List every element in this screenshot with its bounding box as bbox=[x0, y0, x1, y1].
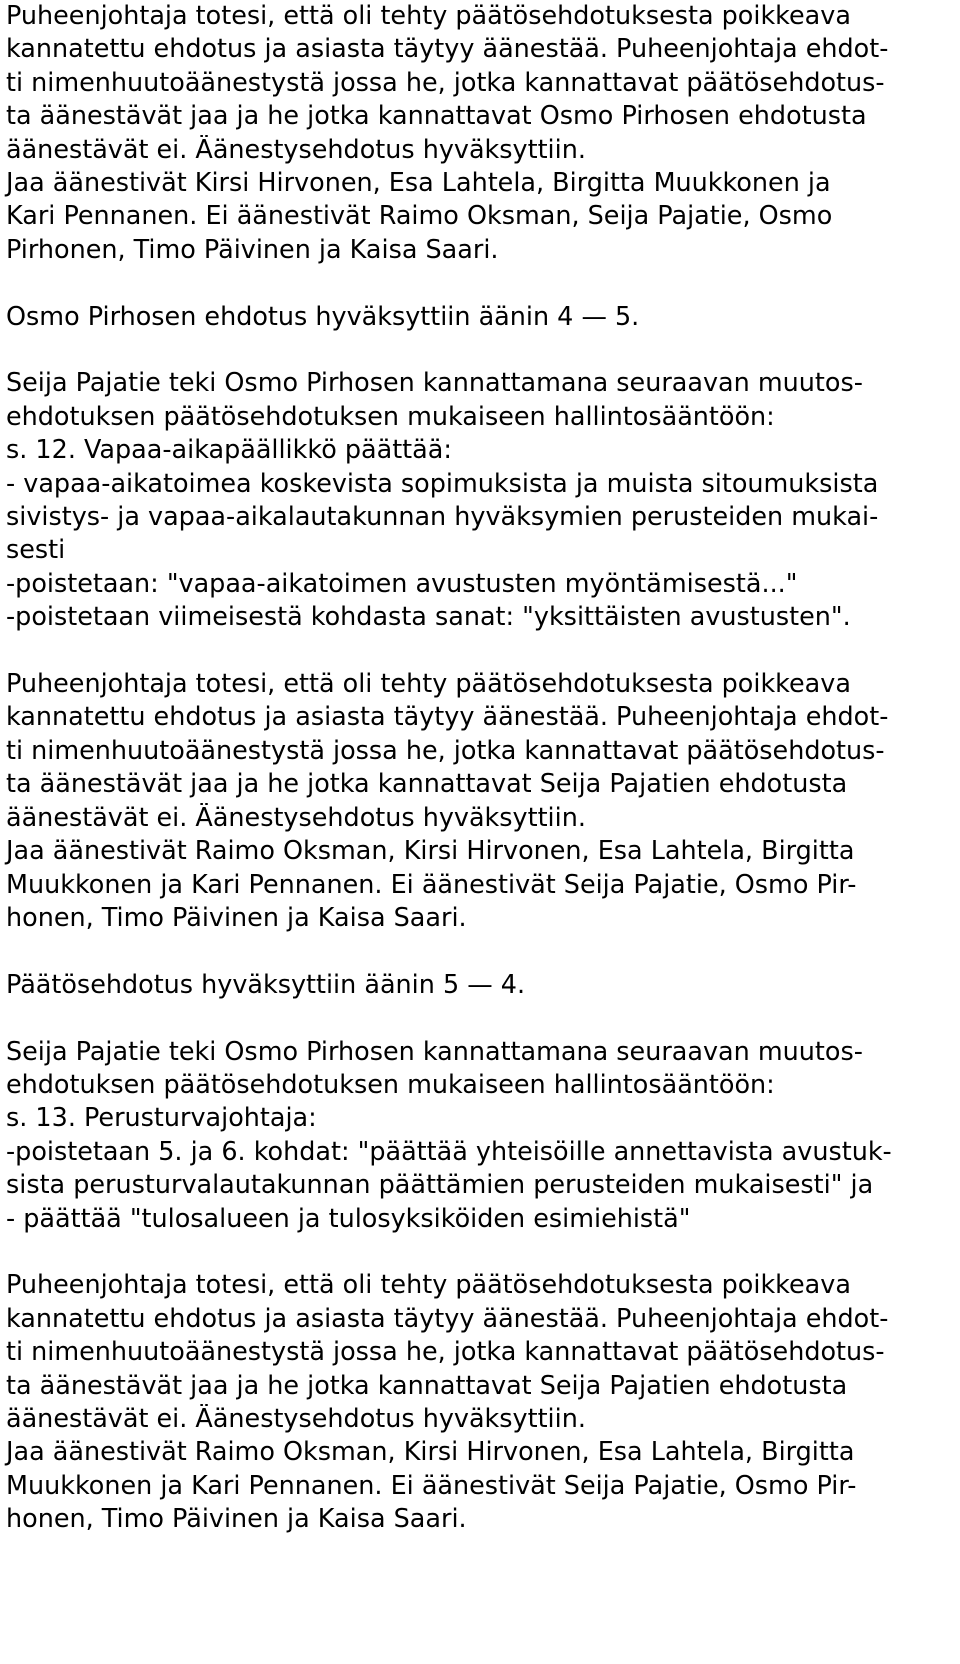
text-line: Muukkonen ja Kari Pennanen. Ei äänestivät Seija Pajatie, Osmo Pir- bbox=[6, 869, 857, 900]
text-line: Puheenjohtaja totesi, että oli tehty päätösehdotuksesta poikkeava bbox=[6, 1270, 851, 1301]
text-line: sista perusturvalautakunnan päättämien perusteiden mukaisesti" ja bbox=[6, 1170, 874, 1201]
text-line: Kari Pennanen. Ei äänestivät Raimo Oksman, Seija Pajatie, Osmo bbox=[6, 201, 833, 232]
text-line: Jaa äänestivät Raimo Oksman, Kirsi Hirvonen, Esa Lahtela, Birgitta bbox=[6, 836, 855, 867]
text-line: Seija Pajatie teki Osmo Pirhosen kannattamana seuraavan muutos- bbox=[6, 1036, 863, 1067]
text-line: kannatettu ehdotus ja asiasta täytyy äänestää. Puheenjohtaja ehdot- bbox=[6, 702, 889, 733]
text-line: sesti bbox=[6, 535, 66, 566]
text-line: s. 13. Perusturvajohtaja: bbox=[6, 1103, 317, 1134]
paragraph bbox=[6, 668, 956, 935]
text-line: s. 12. Vapaa-aikapäällikkö päättää: bbox=[6, 435, 452, 466]
text-line: sivistys- ja vapaa-aikalautakunnan hyväksymien perusteiden mukai- bbox=[6, 502, 879, 533]
text-line: Puheenjohtaja totesi, että oli tehty päätösehdotuksesta poikkeava bbox=[6, 669, 851, 700]
text-line: honen, Timo Päivinen ja Kaisa Saari. bbox=[6, 902, 467, 933]
text-line: kannatettu ehdotus ja asiasta täytyy äänestää. Puheenjohtaja ehdot- bbox=[6, 1303, 889, 1334]
text-line: -poistetaan viimeisestä kohdasta sanat: "yksittäisten avustusten". bbox=[6, 602, 851, 633]
text-line: -poistetaan 5. ja 6. kohdat: "päättää yhteisöille annettavista avustuk- bbox=[6, 1136, 892, 1167]
text-line: ta äänestävät jaa ja he jotka kannattavat Seija Pajatien ehdotusta bbox=[6, 769, 848, 800]
text-line: ehdotuksen päätösehdotuksen mukaiseen hallintosääntöön: bbox=[6, 1069, 775, 1100]
text-line: äänestävät ei. Äänestysehdotus hyväksyttiin. bbox=[6, 134, 586, 165]
text-line: ti nimenhuutoäänestystä jossa he, jotka kannattavat päätösehdotus- bbox=[6, 735, 885, 766]
paragraph bbox=[6, 367, 956, 634]
text-line: - päättää "tulosalueen ja tulosyksiköiden esimiehistä" bbox=[6, 1203, 691, 1234]
text-line: Osmo Pirhosen ehdotus hyväksyttiin äänin 4 — 5. bbox=[6, 301, 640, 332]
paragraph bbox=[6, 301, 956, 334]
text-line: ti nimenhuutoäänestystä jossa he, jotka kannattavat päätösehdotus- bbox=[6, 1337, 885, 1368]
paragraph bbox=[6, 0, 956, 267]
document-body bbox=[6, 0, 956, 1570]
text-line: Päätösehdotus hyväksyttiin äänin 5 — 4. bbox=[6, 969, 526, 1000]
text-line: Muukkonen ja Kari Pennanen. Ei äänestivät Seija Pajatie, Osmo Pir- bbox=[6, 1470, 857, 1501]
paragraph bbox=[6, 1269, 956, 1536]
text-line: ta äänestävät jaa ja he jotka kannattavat Seija Pajatien ehdotusta bbox=[6, 1370, 848, 1401]
paragraph bbox=[6, 1036, 956, 1236]
paragraph bbox=[6, 969, 956, 1002]
text-line: Jaa äänestivät Kirsi Hirvonen, Esa Lahtela, Birgitta Muukkonen ja bbox=[6, 168, 831, 199]
text-line: - vapaa-aikatoimea koskevista sopimuksista ja muista sitoumuksista bbox=[6, 468, 879, 499]
text-line: äänestävät ei. Äänestysehdotus hyväksyttiin. bbox=[6, 802, 586, 833]
text-line: ehdotuksen päätösehdotuksen mukaiseen hallintosääntöön: bbox=[6, 401, 775, 432]
text-line: Jaa äänestivät Raimo Oksman, Kirsi Hirvonen, Esa Lahtela, Birgitta bbox=[6, 1437, 855, 1468]
text-line: Pirhonen, Timo Päivinen ja Kaisa Saari. bbox=[6, 234, 499, 265]
text-line: honen, Timo Päivinen ja Kaisa Saari. bbox=[6, 1504, 467, 1535]
text-line: ti nimenhuutoäänestystä jossa he, jotka kannattavat päätösehdotus- bbox=[6, 67, 885, 98]
text-line: -poistetaan: "vapaa-aikatoimen avustusten myöntämisestä..." bbox=[6, 568, 798, 599]
text-line: Seija Pajatie teki Osmo Pirhosen kannattamana seuraavan muutos- bbox=[6, 368, 863, 399]
text-line: ta äänestävät jaa ja he jotka kannattavat Osmo Pirhosen ehdotusta bbox=[6, 101, 867, 132]
text-line: äänestävät ei. Äänestysehdotus hyväksyttiin. bbox=[6, 1403, 586, 1434]
text-line: Puheenjohtaja totesi, että oli tehty päätösehdotuksesta poikkeava bbox=[6, 1, 851, 31]
text-line: kannatettu ehdotus ja asiasta täytyy äänestää. Puheenjohtaja ehdot- bbox=[6, 34, 889, 65]
